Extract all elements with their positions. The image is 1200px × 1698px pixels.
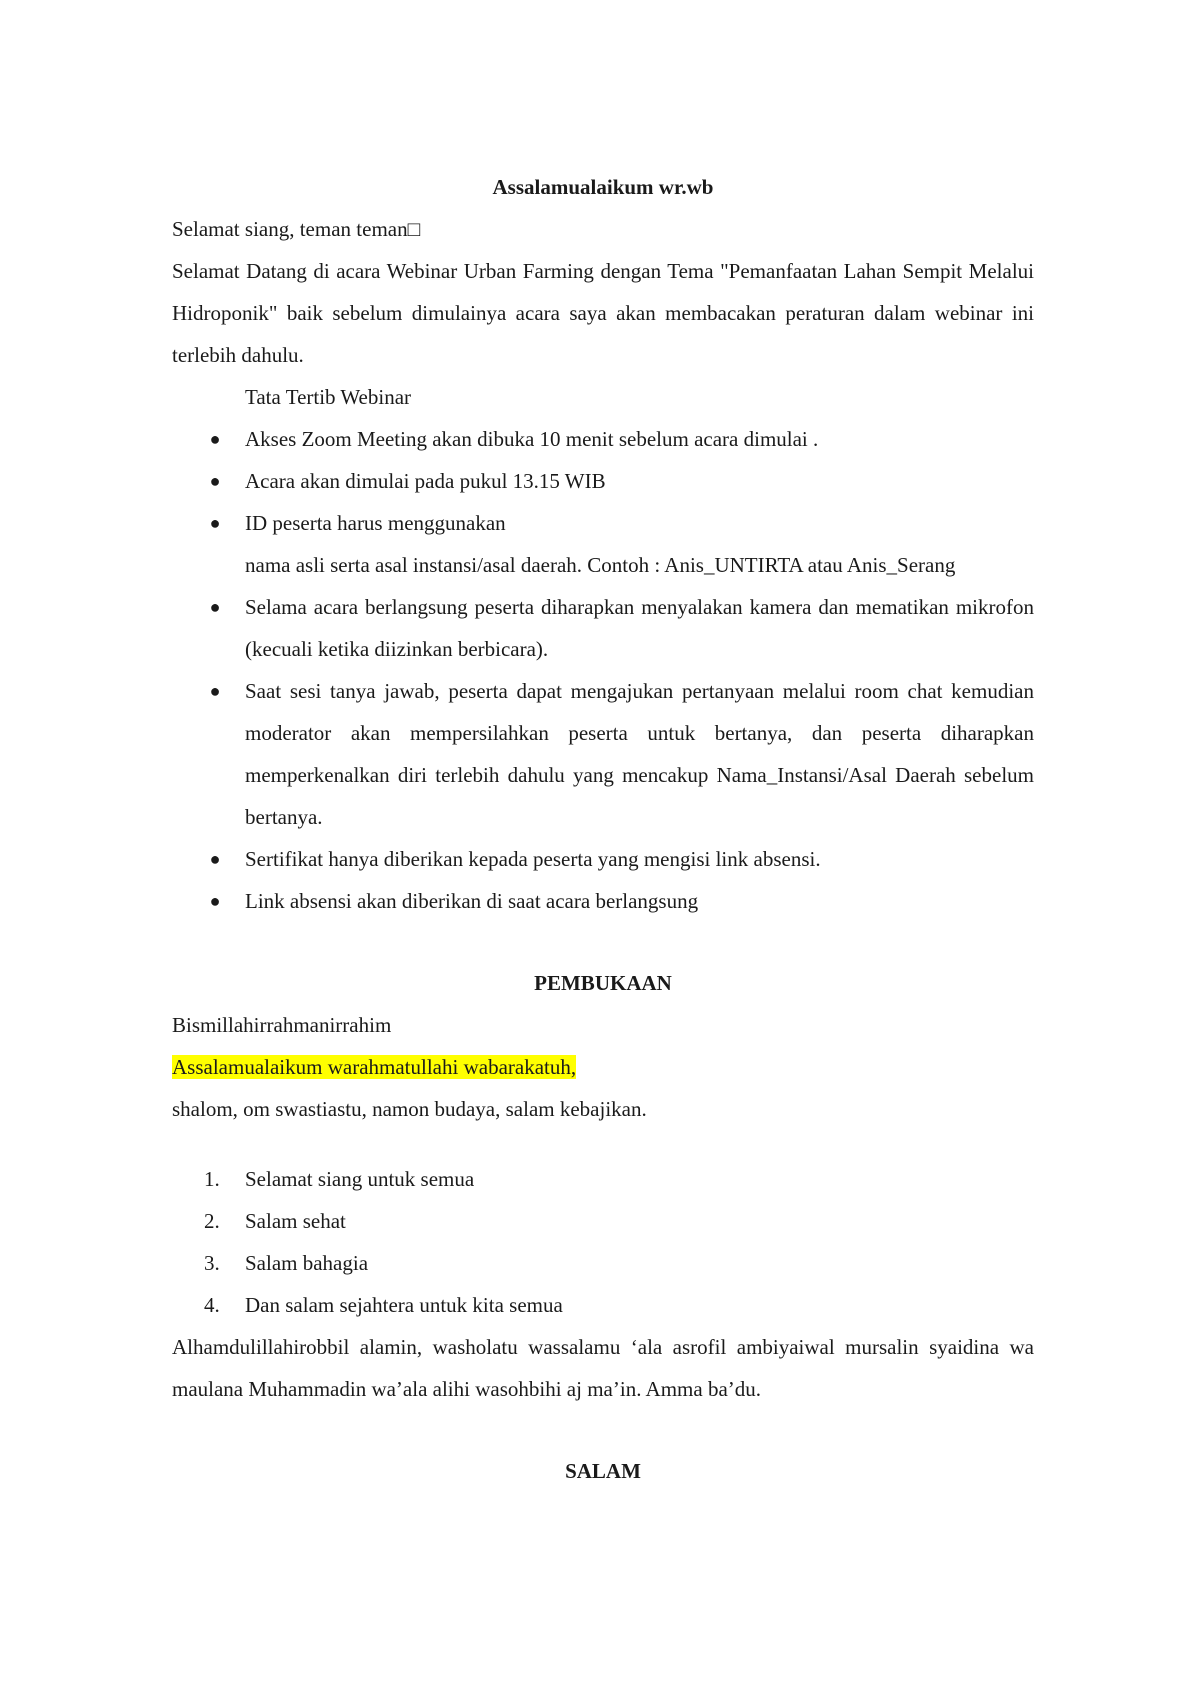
- rule-item: [172, 880, 1034, 922]
- greeting-text: Dan salam sejahtera untuk kita semua: [245, 1293, 563, 1317]
- rule-item: [172, 460, 1034, 502]
- highlighted-salam: Assalamualaikum warahmatullahi wabarakatuh,: [172, 1055, 577, 1079]
- greeting-item: [172, 1158, 1034, 1200]
- salam-lintas-agama: shalom, om swastiastu, namon budaya, salam kebajikan.: [172, 1097, 647, 1121]
- greeting-text: Selamat siang untuk semua: [245, 1167, 475, 1191]
- bullet-icon: ●: [209, 471, 221, 491]
- bismillah-line: Bismillahirrahmanirrahim: [172, 1013, 392, 1037]
- bullet-icon: ●: [209, 891, 221, 911]
- greetings-list: [172, 1158, 1034, 1326]
- greeting-item: [172, 1284, 1034, 1326]
- bullet-icon: ●: [209, 597, 221, 617]
- section-heading-pembukaan: PEMBUKAAN: [534, 971, 672, 995]
- bullet-icon: ●: [209, 681, 221, 701]
- rule-text: Sertifikat hanya diberikan kepada peserta yang mengisi link absensi.: [245, 847, 821, 871]
- greeting-siang: Selamat siang, teman teman□: [172, 217, 421, 241]
- rule-text-continuation: nama asli serta asal instansi/asal daerah. Contoh : Anis_UNTIRTA atau Anis_Serang: [245, 553, 956, 577]
- rules-list: [172, 418, 1034, 922]
- greeting-text: Salam sehat: [245, 1209, 346, 1233]
- greeting-text: Salam bahagia: [245, 1251, 369, 1275]
- section-heading-salam: SALAM: [565, 1459, 641, 1483]
- rule-text: ID peserta harus menggunakan: [245, 511, 506, 535]
- document-page: [172, 166, 1034, 1492]
- rule-text: Akses Zoom Meeting akan dibuka 10 menit sebelum acara dimulai .: [245, 427, 819, 451]
- alhamdulillah-paragraph: Alhamdulillahirobbil alamin, washolatu wassalamu ‘ala asrofil ambiyaiwal mursalin syaidina wa maulana Muhammadin wa’ala alihi wasohbihi aj ma’in. Amma ba’du.: [172, 1335, 1034, 1401]
- bullet-icon: ●: [209, 429, 221, 449]
- rule-item: [172, 586, 1034, 670]
- bullet-icon: ●: [209, 513, 221, 533]
- spacer: [172, 1130, 1034, 1158]
- list-number: 2.: [204, 1209, 220, 1233]
- rule-text: Selama acara berlangsung peserta diharapkan menyalakan kamera dan mematikan mikrofon (kecuali ketika diizinkan berbicara).: [245, 595, 1034, 661]
- rule-item: [172, 838, 1034, 880]
- greeting-item: [172, 1242, 1034, 1284]
- bullet-icon: ●: [209, 849, 221, 869]
- greeting-item: [172, 1200, 1034, 1242]
- intro-paragraph: Selamat Datang di acara Webinar Urban Farming dengan Tema "Pemanfaatan Lahan Sempit Melalui Hidroponik" baik sebelum dimulainya acara saya akan membacakan peraturan dalam webinar ini terlebih dahulu.: [172, 259, 1034, 367]
- spacer: [172, 922, 1034, 962]
- list-number: 1.: [204, 1167, 220, 1191]
- list-number: 4.: [204, 1293, 220, 1317]
- rule-text: Acara akan dimulai pada pukul 13.15 WIB: [245, 469, 606, 493]
- rule-item: [172, 418, 1034, 460]
- greeting-heading: Assalamualaikum wr.wb: [492, 175, 714, 199]
- rules-title: Tata Tertib Webinar: [245, 385, 412, 409]
- rule-text: Saat sesi tanya jawab, peserta dapat mengajukan pertanyaan melalui room chat kemudian moderator akan mempersilahkan peserta untuk bertanya, dan peserta diharapkan memperkenalkan diri terlebih dahulu yang mencakup Nama_Instansi/Asal Daerah sebelum bertanya.: [245, 679, 1034, 829]
- list-number: 3.: [204, 1251, 220, 1275]
- rule-item: [172, 502, 1034, 586]
- salam-line: [172, 1046, 1034, 1088]
- spacer: [172, 1410, 1034, 1450]
- rule-text: Link absensi akan diberikan di saat acara berlangsung: [245, 889, 699, 913]
- rule-item: [172, 670, 1034, 838]
